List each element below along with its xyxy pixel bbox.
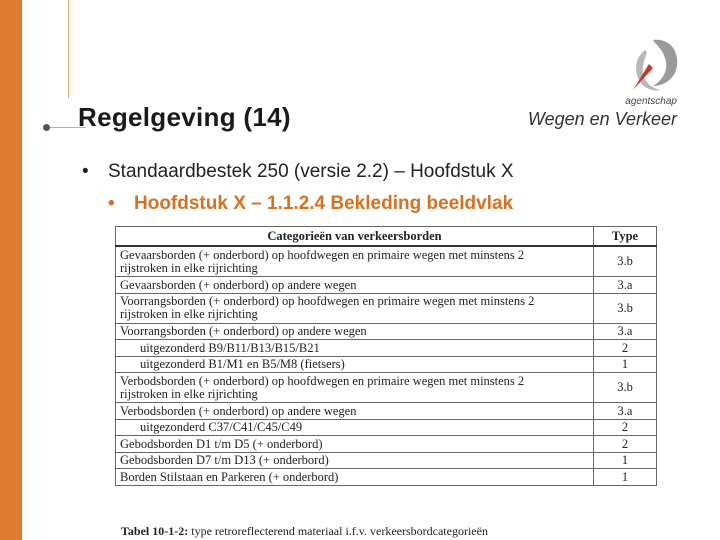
table-cell-category: [116, 356, 594, 373]
category-line: uitgezonderd C37/C41/C45/C49: [140, 420, 303, 435]
bullet-mark: •: [108, 193, 115, 214]
logo-agency-name: Wegen en Verkeer: [527, 109, 677, 129]
table-cell-category: [116, 277, 594, 294]
agency-logo-icon: [623, 36, 681, 94]
table-cell-category: [116, 403, 594, 420]
table-cell-category: [116, 340, 594, 357]
table-cell-type: 3.b: [594, 293, 657, 323]
category-line: uitgezonderd B1/M1 en B5/M8 (fietsers): [140, 357, 345, 372]
table-cell-type: 1: [594, 356, 657, 373]
table-cell-category: [116, 246, 594, 277]
table-row: [116, 293, 657, 323]
table-cell-category: [116, 436, 594, 453]
table-row: [116, 277, 657, 294]
category-line: uitgezonderd B9/B11/B13/B15/B21: [140, 340, 320, 355]
category-line: Gebodsborden D7 t/m D13 (+ onderbord): [120, 453, 329, 468]
bullet-list: [82, 160, 702, 216]
table-cell-category: [116, 419, 594, 436]
category-line: rijstroken in elke rijrichting: [120, 386, 258, 401]
table-row: [116, 452, 657, 469]
table-caption: [121, 524, 488, 539]
agency-logo: [527, 36, 680, 131]
table-row: [116, 436, 657, 453]
table-cell-category: [116, 293, 594, 323]
table-cell-type: 3.b: [594, 373, 657, 403]
bullet-level-1: [82, 160, 702, 184]
sign-category-table: [115, 226, 657, 518]
category-line: Borden Stilstaan en Parkeren (+ onderbord): [120, 469, 339, 484]
category-line: Verbodsborden (+ onderbord) op hoofdwegen en primaire wegen met minstens 2: [120, 373, 525, 388]
table-cell-type: 2: [594, 436, 657, 453]
table-row: [116, 469, 657, 486]
table-cell-type: 1: [594, 452, 657, 469]
category-line: Voorrangsborden (+ onderbord) op andere wegen: [120, 324, 367, 339]
table-row: [116, 403, 657, 420]
table-body: [116, 246, 657, 485]
table-cell-category: [116, 469, 594, 486]
table-row: [116, 419, 657, 436]
caption-text: type retroreflecterend materiaal i.f.v. verkeersbordcategorieën: [188, 524, 488, 538]
logo-agency-label: agentschap: [625, 96, 677, 107]
category-line: Voorrangsborden (+ onderbord) op hoofdwegen en primaire wegen met minstens 2: [120, 294, 535, 308]
title-dot: [43, 124, 50, 131]
title-bracket-vertical: [68, 0, 69, 98]
table-cell-type: 2: [594, 340, 657, 357]
category-line: rijstroken in elke rijrichting: [120, 307, 258, 321]
slide-title: Regelgeving (14): [78, 102, 291, 132]
table: [115, 226, 657, 486]
bullet-level-1-text: Standaardbestek 250 (versie 2.2) – Hoofdstuk X: [108, 161, 514, 182]
table-cell-type: 3.b: [594, 246, 657, 277]
table-header-type: Type: [594, 227, 657, 247]
category-line: Verbodsborden (+ onderbord) op andere wegen: [120, 403, 357, 418]
table-header-category: Categorieën van verkeersborden: [116, 227, 594, 247]
left-accent-bar: [0, 0, 22, 540]
table-cell-type: 3.a: [594, 323, 657, 340]
table-cell-category: [116, 452, 594, 469]
category-line: Gevaarsborden (+ onderbord) op hoofdwegen en primaire wegen met minstens 2: [120, 247, 525, 262]
table-row: [116, 356, 657, 373]
table-row: [116, 246, 657, 277]
bullet-level-2: [82, 192, 702, 216]
table-cell-category: [116, 373, 594, 403]
bullet-level-2-text: Hoofdstuk X – 1.1.2.4 Bekleding beeldvlak: [134, 193, 514, 214]
table-row: [116, 323, 657, 340]
table-cell-category: [116, 323, 594, 340]
table-cell-type: 3.a: [594, 403, 657, 420]
table-row: [116, 340, 657, 357]
category-line: Gebodsborden D1 t/m D5 (+ onderbord): [120, 436, 323, 451]
table-cell-type: 2: [594, 419, 657, 436]
caption-label: Tabel 10-1-2:: [121, 524, 189, 538]
table-cell-type: 1: [594, 469, 657, 486]
table-cell-type: 3.a: [594, 277, 657, 294]
bullet-mark: •: [82, 161, 89, 182]
category-line: rijstroken in elke rijrichting: [120, 260, 258, 275]
category-line: Gevaarsborden (+ onderbord) op andere wegen: [120, 277, 357, 292]
table-row: [116, 373, 657, 403]
